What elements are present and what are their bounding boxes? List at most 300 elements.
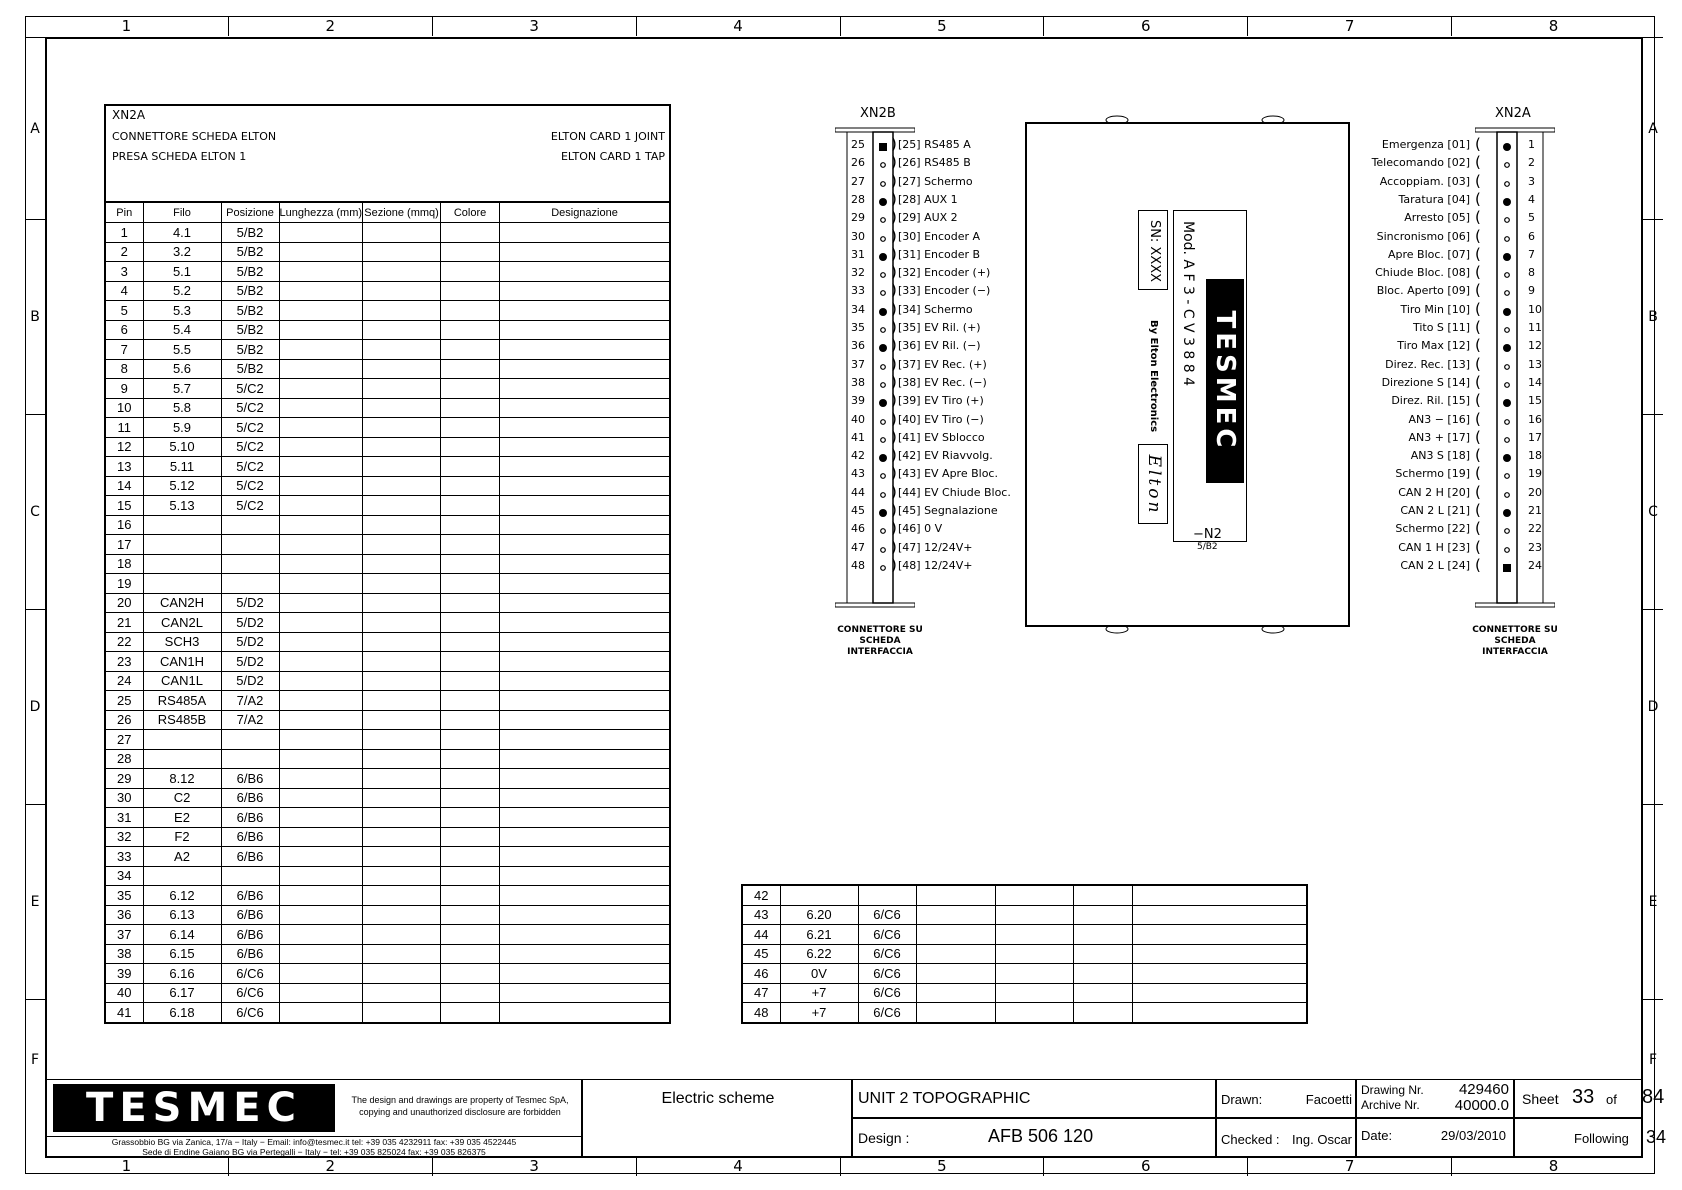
pin-label: [37] EV Rec. (+) xyxy=(898,357,987,371)
position-cell xyxy=(858,885,916,905)
pin-cell: 12 xyxy=(105,437,143,457)
pin-number: 31 xyxy=(851,247,865,261)
empty-cell xyxy=(441,925,500,945)
position-cell: 6/B6 xyxy=(221,788,279,808)
position-cell: 6/C6 xyxy=(858,905,916,925)
empty-cell xyxy=(995,944,1073,964)
pin-number: 23 xyxy=(1528,540,1542,554)
empty-cell xyxy=(441,944,500,964)
table-row xyxy=(742,905,1307,925)
tb-following-value: 34 xyxy=(1646,1127,1667,1147)
empty-cell xyxy=(363,905,441,925)
wire-cell: 6.18 xyxy=(143,1003,221,1023)
tb-date-label: Date: xyxy=(1361,1128,1393,1143)
empty-cell xyxy=(441,613,500,633)
empty-cell xyxy=(441,788,500,808)
pin-label: Arresto [05] xyxy=(1404,211,1470,225)
model-box xyxy=(1173,210,1247,542)
empty-cell xyxy=(500,691,670,711)
pin-label: [38] EV Rec. (−) xyxy=(898,375,987,389)
device-maker-box xyxy=(1141,320,1165,460)
empty-cell xyxy=(500,320,670,340)
pin-bracket: ) xyxy=(891,189,897,208)
pin-bracket: ) xyxy=(891,391,897,410)
empty-cell xyxy=(500,944,670,964)
zone-row-label: C xyxy=(1643,414,1663,610)
zone-row-label: A xyxy=(1643,37,1663,220)
empty-cell xyxy=(279,1003,363,1023)
empty-cell xyxy=(363,671,441,691)
wire-cell: 5.10 xyxy=(143,437,221,457)
pin-bracket: ) xyxy=(891,226,897,245)
pin-number: 42 xyxy=(851,449,865,463)
tb-drawing-nr-value: 429460 xyxy=(1458,1081,1509,1098)
xn2a-note-line1: CONNETTORE SU SCHEDA xyxy=(1472,625,1558,646)
tb-logo-cell xyxy=(45,1079,582,1158)
empty-cell xyxy=(441,535,500,555)
xn2a-pin xyxy=(1330,154,1570,172)
empty-cell xyxy=(500,866,670,886)
pin-cell: 42 xyxy=(742,885,780,905)
wire-cell: 0V xyxy=(780,964,858,984)
empty-cell xyxy=(500,1003,670,1023)
wire-cell: 6.20 xyxy=(780,905,858,925)
position-cell xyxy=(221,574,279,594)
pin-number: 39 xyxy=(851,394,865,408)
tb-drawn-value: Facoetti xyxy=(1305,1092,1352,1107)
tb-archive-nr-label: Archive Nr. xyxy=(1361,1098,1420,1112)
empty-cell xyxy=(500,710,670,730)
empty-cell xyxy=(363,925,441,945)
table-row xyxy=(105,788,670,808)
wire-cell: 6.12 xyxy=(143,886,221,906)
pin-label: Direz. Rec. [13] xyxy=(1385,357,1470,371)
empty-cell xyxy=(279,320,363,340)
empty-cell xyxy=(363,710,441,730)
zone-col-label: 6 xyxy=(1044,1157,1248,1176)
pin-label: [29] AUX 2 xyxy=(898,211,958,225)
wire-cell: 6.22 xyxy=(780,944,858,964)
tb-design-value: AFB 506 120 xyxy=(988,1126,1094,1146)
position-cell: 5/D2 xyxy=(221,632,279,652)
pin-bracket: ) xyxy=(891,263,897,282)
table-header-row xyxy=(105,202,670,223)
pin-cell: 26 xyxy=(105,710,143,730)
empty-cell xyxy=(279,866,363,886)
empty-cell xyxy=(441,320,500,340)
pin-cell: 13 xyxy=(105,457,143,477)
pin-label: [35] EV Ril. (+) xyxy=(898,321,981,334)
wiring-table-continued xyxy=(741,884,1308,1024)
empty-cell xyxy=(441,340,500,360)
empty-cell xyxy=(279,535,363,555)
pin-cell: 15 xyxy=(105,496,143,516)
zone-col-label: 4 xyxy=(637,1157,841,1176)
pin-label: [34] Schermo xyxy=(898,302,973,316)
tb-sheet-cell xyxy=(1513,1079,1665,1119)
empty-cell xyxy=(279,223,363,243)
xn2a-pin xyxy=(1330,465,1570,483)
pin-number: 38 xyxy=(851,375,865,389)
empty-cell xyxy=(363,281,441,301)
position-cell: 5/B2 xyxy=(221,223,279,243)
pin-label: Sincronismo [06] xyxy=(1376,229,1470,243)
xn2a-pin xyxy=(1330,319,1570,337)
empty-cell xyxy=(500,379,670,399)
pin-bracket: ) xyxy=(891,555,897,574)
xn2a-pin xyxy=(1330,228,1570,246)
empty-cell xyxy=(500,242,670,262)
pin-bracket: ( xyxy=(1475,555,1481,574)
position-cell: 7/A2 xyxy=(221,710,279,730)
position-cell: 6/C6 xyxy=(221,1003,279,1023)
wire-cell: 6.17 xyxy=(143,983,221,1003)
table-row xyxy=(105,652,670,672)
empty-cell xyxy=(363,964,441,984)
tb-doc-type: Electric scheme xyxy=(661,1090,775,1107)
pin-label: Direz. Ril. [15] xyxy=(1391,394,1470,408)
pin-cell: 21 xyxy=(105,613,143,633)
zone-row-label: B xyxy=(1643,219,1663,415)
pin-cell: 20 xyxy=(105,593,143,613)
empty-cell xyxy=(279,691,363,711)
empty-cell xyxy=(279,710,363,730)
empty-cell xyxy=(279,613,363,633)
empty-cell xyxy=(441,359,500,379)
pin-number: 32 xyxy=(851,266,865,280)
column-header: Designazione xyxy=(500,202,670,223)
empty-cell xyxy=(279,515,363,535)
wire-cell: 6.16 xyxy=(143,964,221,984)
empty-cell xyxy=(363,788,441,808)
wire-cell: CAN2H xyxy=(143,593,221,613)
zone-col-label: 7 xyxy=(1248,1157,1452,1176)
pin-number: 7 xyxy=(1528,247,1535,261)
pin-label: [46] 0 V xyxy=(898,522,943,536)
empty-cell xyxy=(916,964,995,984)
pin-label: [30] Encoder A xyxy=(898,229,981,243)
empty-cell xyxy=(441,827,500,847)
pin-number: 13 xyxy=(1528,357,1542,371)
pin-cell: 17 xyxy=(105,535,143,555)
pin-bracket: ) xyxy=(891,446,897,465)
table-row xyxy=(105,710,670,730)
empty-cell xyxy=(500,476,670,496)
empty-cell xyxy=(500,788,670,808)
empty-cell xyxy=(500,925,670,945)
tb-design-cell xyxy=(852,1117,1217,1158)
zone-col-label: 2 xyxy=(229,1157,433,1176)
empty-cell xyxy=(279,496,363,516)
zone-row-label: E xyxy=(25,804,45,1000)
empty-cell xyxy=(279,554,363,574)
wire-cell xyxy=(143,749,221,769)
table-row xyxy=(105,886,670,906)
empty-cell xyxy=(1132,983,1307,1003)
pin-number: 3 xyxy=(1528,174,1535,188)
pin-cell: 39 xyxy=(105,964,143,984)
pin-cell: 38 xyxy=(105,944,143,964)
table-row xyxy=(105,691,670,711)
pin-number: 9 xyxy=(1528,284,1535,298)
pin-number: 16 xyxy=(1528,412,1542,426)
position-cell: 6/B6 xyxy=(221,808,279,828)
position-cell: 5/C2 xyxy=(221,437,279,457)
pin-cell: 10 xyxy=(105,398,143,418)
column-header: Posizione xyxy=(221,202,279,223)
pin-cell: 45 xyxy=(742,944,780,964)
table-row xyxy=(105,535,670,555)
pin-number: 26 xyxy=(851,156,865,170)
empty-cell xyxy=(500,769,670,789)
empty-cell xyxy=(363,496,441,516)
pin-cell: 27 xyxy=(105,730,143,750)
pin-label: CAN 2 H [20] xyxy=(1398,485,1470,499)
empty-cell xyxy=(363,437,441,457)
table-row xyxy=(742,944,1307,964)
zone-col-label: 5 xyxy=(841,17,1045,36)
pin-label: Tito S [11] xyxy=(1412,321,1470,334)
table-row xyxy=(742,1003,1307,1023)
xn2a-pin xyxy=(1330,356,1570,374)
column-header: Colore xyxy=(441,202,500,223)
device-mount-bottom xyxy=(1097,625,1297,639)
empty-cell xyxy=(441,301,500,321)
xn2a-pin xyxy=(1330,374,1570,392)
pin-bracket: ( xyxy=(1475,208,1481,227)
table-row xyxy=(105,964,670,984)
tb-disclaimer-1: The design and drawings are property of Tesmec SpA, xyxy=(351,1095,569,1105)
position-cell xyxy=(221,535,279,555)
pin-cell: 8 xyxy=(105,359,143,379)
wire-cell xyxy=(143,730,221,750)
xn2a-pin xyxy=(1330,557,1570,575)
empty-cell xyxy=(441,671,500,691)
tb-address xyxy=(49,1137,579,1157)
title-block xyxy=(45,1079,1667,1158)
position-cell: 5/B2 xyxy=(221,242,279,262)
empty-cell xyxy=(279,827,363,847)
wire-cell: 5.3 xyxy=(143,301,221,321)
tb-total-sheets: 84 xyxy=(1642,1086,1665,1108)
pin-bracket: ( xyxy=(1475,464,1481,483)
empty-cell xyxy=(500,730,670,750)
zone-col-label: 4 xyxy=(637,17,841,36)
pin-cell: 48 xyxy=(742,1003,780,1023)
wire-cell: 6.15 xyxy=(143,944,221,964)
wire-cell xyxy=(143,535,221,555)
tb-nr-labels xyxy=(1361,1083,1424,1113)
tb-disclaimer xyxy=(340,1094,580,1118)
empty-cell xyxy=(500,340,670,360)
empty-cell xyxy=(441,379,500,399)
header-line1-left: CONNETTORE SCHEDA ELTON xyxy=(112,130,277,143)
empty-cell xyxy=(279,476,363,496)
empty-cell xyxy=(441,691,500,711)
pin-bracket: ) xyxy=(891,336,897,355)
tb-disclaimer-2: copying and unauthorized disclosure are forbidden xyxy=(359,1107,561,1117)
zone-row-label: E xyxy=(1643,804,1663,1000)
zone-col-label: 6 xyxy=(1044,17,1248,36)
pin-label: CAN 2 L [24] xyxy=(1400,558,1470,572)
empty-cell xyxy=(363,1003,441,1023)
wire-cell: 5.5 xyxy=(143,340,221,360)
table-row xyxy=(105,398,670,418)
pin-number: 5 xyxy=(1528,211,1535,225)
pin-number: 46 xyxy=(851,522,865,536)
empty-cell xyxy=(363,749,441,769)
tb-sheet-value: 33 xyxy=(1572,1086,1595,1108)
empty-cell xyxy=(363,515,441,535)
wire-cell: 5.1 xyxy=(143,262,221,282)
zone-col-label: 8 xyxy=(1548,1157,1559,1175)
empty-cell xyxy=(279,847,363,867)
column-header: Filo xyxy=(143,202,221,223)
pin-bracket: ) xyxy=(891,135,897,153)
pin-cell: 30 xyxy=(105,788,143,808)
pin-cell: 22 xyxy=(105,632,143,652)
empty-cell xyxy=(441,418,500,438)
pin-marker xyxy=(878,561,888,579)
pin-label: [27] Schermo xyxy=(898,174,973,188)
pin-bracket: ( xyxy=(1475,299,1481,318)
pin-bracket: ( xyxy=(1475,391,1481,410)
pin-number: 40 xyxy=(851,412,865,426)
empty-cell xyxy=(1132,885,1307,905)
empty-cell xyxy=(500,262,670,282)
table-row xyxy=(105,554,670,574)
header-line2-left: PRESA SCHEDA ELTON 1 xyxy=(112,150,247,163)
empty-cell xyxy=(441,262,500,282)
position-cell: 6/C6 xyxy=(858,1003,916,1023)
empty-cell xyxy=(363,847,441,867)
zone-row-label: D xyxy=(25,609,45,805)
position-cell: 6/C6 xyxy=(858,925,916,945)
empty-cell xyxy=(363,340,441,360)
position-cell xyxy=(221,730,279,750)
empty-cell xyxy=(500,574,670,594)
zone-row-label: F xyxy=(25,999,45,1159)
empty-cell xyxy=(1073,925,1132,945)
pin-label: Accoppiam. [03] xyxy=(1379,174,1470,188)
pin-bracket: ) xyxy=(891,281,897,300)
empty-cell xyxy=(279,808,363,828)
position-cell: 5/B2 xyxy=(221,281,279,301)
table-row xyxy=(105,340,670,360)
empty-cell xyxy=(279,242,363,262)
device-logo: TESMEC xyxy=(1210,310,1240,452)
pin-bracket: ) xyxy=(891,372,897,391)
empty-cell xyxy=(995,905,1073,925)
empty-cell xyxy=(500,223,670,243)
wire-cell xyxy=(143,554,221,574)
empty-cell xyxy=(279,905,363,925)
empty-cell xyxy=(279,437,363,457)
empty-cell xyxy=(441,554,500,574)
pin-cell: 4 xyxy=(105,281,143,301)
device-maker: By Elton Electronics xyxy=(1148,320,1159,433)
empty-cell xyxy=(279,944,363,964)
empty-cell xyxy=(441,223,500,243)
pin-label: Schermo [19] xyxy=(1395,467,1470,481)
pin-label: [31] Encoder B xyxy=(898,247,981,261)
pin-number: 20 xyxy=(1528,485,1542,499)
xn2a-pin xyxy=(1330,191,1570,209)
xn2a-pin xyxy=(1330,209,1570,227)
position-cell: 6/C6 xyxy=(221,964,279,984)
position-cell: 5/B2 xyxy=(221,320,279,340)
empty-cell xyxy=(500,652,670,672)
empty-cell xyxy=(441,593,500,613)
empty-cell xyxy=(441,281,500,301)
empty-cell xyxy=(1073,885,1132,905)
position-cell: 6/B6 xyxy=(221,944,279,964)
empty-cell xyxy=(995,925,1073,945)
xn2a-pin xyxy=(1330,502,1570,520)
zone-row-label: D xyxy=(1643,609,1663,805)
table-row xyxy=(105,593,670,613)
xn2a-pin xyxy=(1330,447,1570,465)
tb-drawn-cell xyxy=(1215,1079,1357,1119)
wire-cell: 5.7 xyxy=(143,379,221,399)
empty-cell xyxy=(500,437,670,457)
pin-bracket: ( xyxy=(1475,482,1481,501)
empty-cell xyxy=(1132,944,1307,964)
pin-number: 29 xyxy=(851,211,865,225)
pin-number: 24 xyxy=(1528,558,1542,572)
empty-cell xyxy=(279,340,363,360)
xn2a-pin xyxy=(1330,429,1570,447)
wire-cell: 6.14 xyxy=(143,925,221,945)
table-row xyxy=(742,885,1307,905)
table-row xyxy=(105,359,670,379)
xn2a-note-line2: INTERFACCIA xyxy=(1482,647,1548,657)
brand-box xyxy=(1138,444,1168,524)
empty-cell xyxy=(363,983,441,1003)
xn2a-pin xyxy=(1330,337,1570,355)
position-cell: 7/A2 xyxy=(221,691,279,711)
device-ref: −N2 xyxy=(1193,527,1222,542)
empty-cell xyxy=(916,885,995,905)
tb-of-label: of xyxy=(1606,1092,1617,1107)
empty-cell xyxy=(279,964,363,984)
pin-number: 12 xyxy=(1528,339,1542,353)
empty-cell xyxy=(363,379,441,399)
table-row xyxy=(105,1003,670,1023)
device-brand: Elton xyxy=(1144,454,1164,516)
empty-cell xyxy=(363,418,441,438)
elton-card-device xyxy=(1025,122,1350,627)
position-cell: 6/B6 xyxy=(221,827,279,847)
empty-cell xyxy=(363,808,441,828)
empty-cell xyxy=(1132,1003,1307,1023)
empty-cell xyxy=(363,652,441,672)
xn2a-pin xyxy=(1330,484,1570,502)
pin-cell: 16 xyxy=(105,515,143,535)
position-cell: 6/B6 xyxy=(221,886,279,906)
wire-cell: CAN2L xyxy=(143,613,221,633)
empty-cell xyxy=(363,301,441,321)
empty-cell xyxy=(500,964,670,984)
empty-cell xyxy=(1073,964,1132,984)
empty-cell xyxy=(441,769,500,789)
pin-bracket: ) xyxy=(891,427,897,446)
pin-label: Taratura [04] xyxy=(1398,192,1470,206)
empty-cell xyxy=(441,983,500,1003)
pin-label: CAN 1 H [23] xyxy=(1398,540,1470,554)
position-cell xyxy=(221,515,279,535)
pin-bracket: ) xyxy=(891,537,897,556)
